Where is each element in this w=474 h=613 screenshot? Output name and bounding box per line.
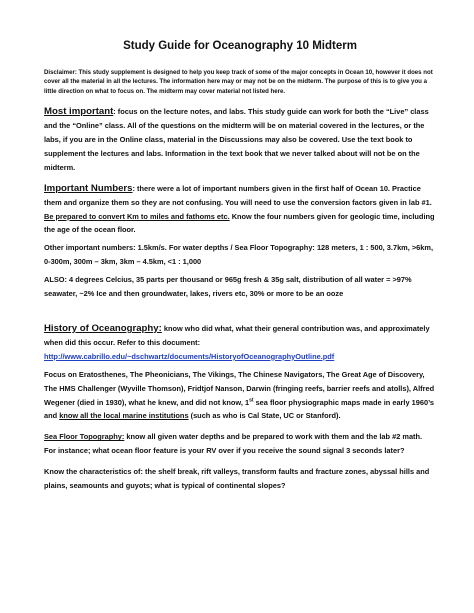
characteristics-text: Know the characteristics of: the shelf break, rift valleys, transform faults and fracture zones, abyssal hills and plains, seamounts and guyots; what is typical of continental slopes?	[44, 467, 430, 491]
first-superscript: st	[249, 397, 254, 404]
convert-units-note: Be prepared to convert Km to miles and fathoms etc.	[44, 211, 230, 221]
marine-institutions-note: know all the local marine institutions	[59, 411, 189, 421]
history-focus-end: (such as who is Cal State, UC or Stanford).	[188, 411, 341, 421]
most-important-text: : focus on the lecture notes, and labs. This study guide can work for both the “Live” class and the “Online” class. All of the questions on the midterm will be on material covered in the lectures, or the labs, if you are in the Online class, material in the Discussions may also be covered. Use the text book to supplement the lectures and labs. Information in the text book that we never talked about will not be on the midterm.	[44, 107, 429, 172]
history-focus-text	[44, 368, 436, 424]
sea-floor-heading: Sea Floor Topography:	[44, 432, 125, 442]
most-important-section	[44, 105, 436, 175]
sea-floor-section	[44, 430, 436, 458]
history-section	[44, 322, 436, 364]
important-numbers-text: : there were a lot of important numbers given in the first half of Ocean 10. Practice them and organize them so they are not confusing. You will need to use the conversion factors given in lab #1.	[44, 183, 432, 207]
history-text: know who did what, what their general contribution was, and approximately when did this occur. Refer to this document:	[44, 324, 430, 347]
history-focus-list: Focus on Eratosthenes, The Pheonicians, The Vikings, The Chinese Navigators, The Great Age of Discovery, The HMS Challenger (Wyville Thomson), Fridtjof Nanson, Darwin (fringing reefs, barrier reefs and atolls), Alfred Wegener (died in 1930), what he knew, and did not know, 1	[44, 369, 435, 407]
disclaimer-text: Disclaimer: This study supplement is designed to help you keep track of some of the major concepts in Ocean 10, however it does not cover all the material in all the lectures. The information here may or may not be on the midterm. The purpose of this is to give you a little direction on what to focus on. The midterm may cover material not listed here.	[44, 69, 433, 95]
history-focus-maps: sea floor physiographic maps made in early 1960’s and	[44, 397, 434, 421]
most-important-heading: Most important	[44, 106, 114, 118]
page-title: Study Guide for Oceanography 10 Midterm	[123, 40, 357, 52]
also-numbers-text: ALSO: 4 degrees Celcius, 35 parts per thousand or 965g fresh & 35g salt, distribution of all water = >97% seawater, ~2% Ice and then groundwater, lakes, rivers etc, 30% or more to be an ooze	[44, 275, 412, 299]
section-spacer	[44, 308, 436, 322]
history-outline-link[interactable]: http://www.cabrillo.edu/~dschwartz/documents/HistoryofOceanographyOutline.pdf	[44, 351, 335, 361]
sea-floor-text: know all given water depths and be prepared to work with them and the lab #2 math. For instance; what ocean floor feature is your RV over if you receive the sound signal 3 seconds later?	[44, 432, 423, 456]
important-numbers-section	[44, 182, 436, 238]
history-heading: History of Oceanography:	[44, 323, 162, 334]
geologic-time-note: Know the four numbers given for geologic time, including the age of the ocean floor.	[44, 211, 435, 235]
important-numbers-heading: Important Numbers	[44, 182, 133, 194]
other-numbers-text: Other important numbers: 1.5km/s. For water depths / Sea Floor Topography: 128 meters, 1 : 500, 3.7km, >6km, 0-300m, 300m – 3km, 3km – 4.5km, <1 : 1,000	[44, 243, 434, 267]
